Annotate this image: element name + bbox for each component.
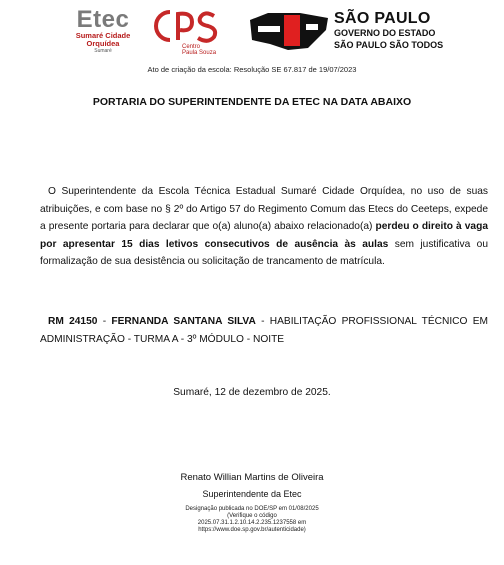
student-rm: RM 24150 — [48, 316, 98, 327]
etec-logo-unit-line3: Sumaré — [94, 48, 112, 54]
document-title: PORTARIA DO SUPERINTENDENTE DA ETEC NA DATA ABAIXO — [92, 96, 412, 108]
body-text-end: sem justificativa ou formalização de sua desistência ou solicitação de trancamento de matrícula. — [40, 238, 488, 267]
student-name: FERNANDA SANTANA SILVA — [111, 316, 256, 327]
student-record — [40, 313, 488, 348]
publication-line4: https://www.doe.sp.gov.br/autenticidade) — [198, 527, 306, 533]
cps-logo-line2: Paula Souza — [182, 50, 217, 56]
cps-logo-line1: Centro — [182, 44, 201, 50]
student-course-details: - HABILITAÇÃO PROFISSIONAL TÉCNICO EM ADMINISTRAÇÃO - TURMA A - 3º MÓDULO - NOITE — [40, 316, 488, 345]
etec-logo-unit-line1: Sumaré Cidade — [75, 31, 131, 40]
date-line: Sumaré, 12 de dezembro de 2025. — [173, 387, 331, 398]
signer-role: Superintendente da Etec — [202, 489, 302, 499]
sao-paulo-government-logo — [248, 10, 498, 52]
sp-map-icon — [248, 10, 330, 52]
cps-logo-text — [182, 44, 216, 56]
signer-name: Renato Willian Martins de Oliveira — [180, 472, 324, 483]
cps-logo-mark — [152, 6, 222, 46]
body-text-start: O Superintendente da Escola Técnica Estadual Sumaré Cidade Orquídea, no uso de suas atribuições, e com base no § 2º do Artigo 57 do Regimento Comum das Etecs do Ceeteps, expede a presente portaria para declarar que o(a) aluno(a) abaixo relacionado(a) — [40, 186, 488, 232]
body-paragraph — [40, 183, 488, 271]
sp-logo-title: SÃO PAULO — [334, 10, 431, 27]
publication-line1: Designação publicada no DOE/SP em 01/08/2025 — [185, 506, 319, 512]
etec-logo-unit-line2: Orquídea — [86, 39, 120, 48]
document-header — [0, 0, 504, 60]
cps-logo — [152, 6, 222, 56]
student-separator: - — [97, 316, 112, 327]
publication-line3: 2025.07.31.1.2.10.14.2.235.1237558 em — [197, 520, 307, 526]
etec-logo-name: Etec — [76, 6, 130, 33]
school-creation-note: Ato de criação da escola: Resolução SE 67.817 de 19/07/2023 — [147, 65, 357, 74]
sp-logo-slogan: SÃO PAULO SÃO TODOS — [334, 40, 444, 50]
publication-note — [0, 506, 504, 534]
publication-line2: (Verifique o código — [227, 513, 277, 519]
body-text-bold: perdeu o direito à vaga por apresentar 15 dias letivos consecutivos de ausência às aulas — [40, 221, 488, 250]
sp-logo-subtitle: GOVERNO DO ESTADO — [334, 28, 436, 38]
etec-logo — [68, 8, 138, 54]
